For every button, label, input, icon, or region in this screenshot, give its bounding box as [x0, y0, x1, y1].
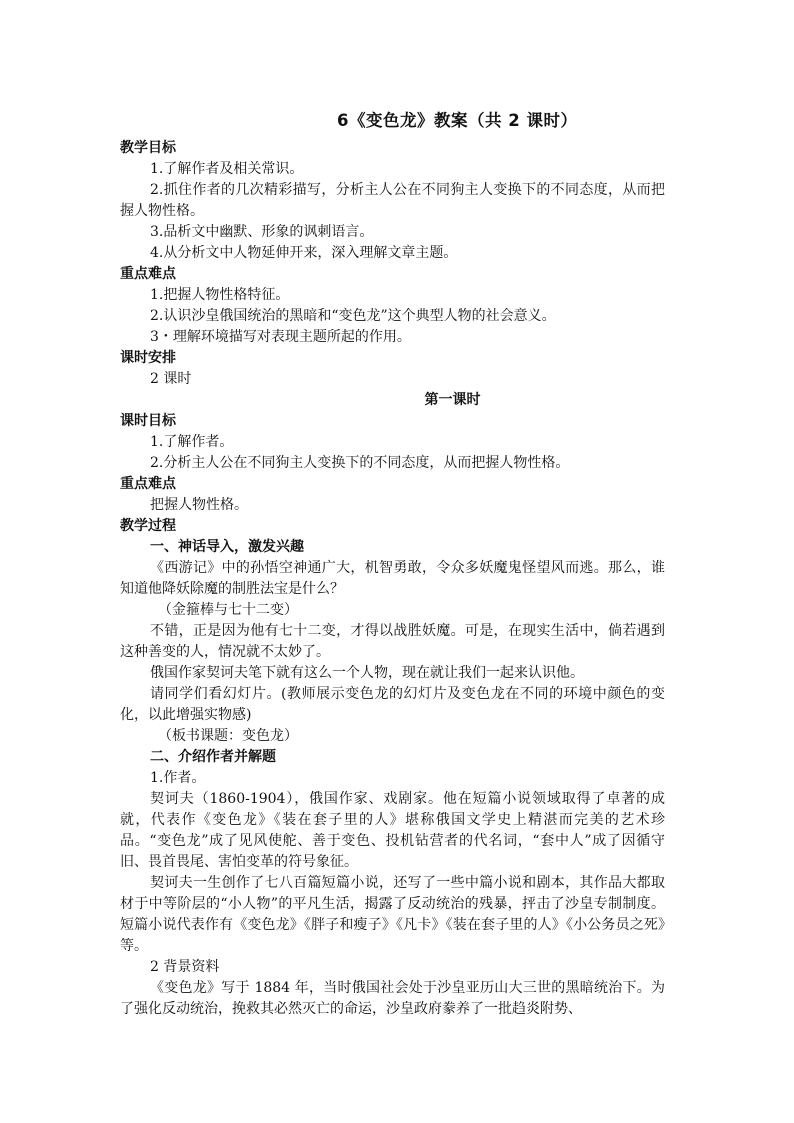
heading-lesson-key: 重点难点 [120, 476, 176, 492]
heading-teaching-goals: 教学目标 [120, 140, 176, 156]
paragraph: 请同学们看幻灯片。(教师展示变色龙的幻灯片及变色龙在不同的环境中颜色的变化，以此增强实物感) [120, 686, 665, 723]
part1-title: 一、神话导入，激发兴趣 [150, 539, 304, 555]
key-point-item: 2.认识沙皇俄国统治的黑暗和“变色龙”这个典型人物的社会意义。 [150, 308, 556, 324]
goal-item: 4.从分析文中人物延伸开来，深入理解文章主题。 [150, 245, 458, 261]
heading-key-points: 重点难点 [120, 266, 176, 282]
heading-schedule: 课时安排 [120, 350, 176, 366]
paragraph: 契诃夫一生创作了七八百篇短篇小说，还写了一些中篇小说和剧本，其作品大都取材于中等阶层的“小人物”的平凡生活，揭露了反动统治的残暴，抨击了沙皇专制制度。短篇小说代表作有《变色龙》《胖子和瘦子》《凡卡》《装在套子里的人》《小公务员之死》等。 [120, 875, 665, 954]
lesson-one-title: 第一课时 [424, 392, 481, 408]
document-body [120, 138, 665, 1020]
paragraph: 《变色龙》写于 1884 年，当时俄国社会处于沙皇亚历山大三世的黑暗统治下。为了强化反动统治，挽救其必然灭亡的命运，沙皇政府豢养了一批趋炎附势、 [120, 980, 665, 1017]
paragraph: （板书课题：变色龙） [158, 728, 298, 744]
paragraph: 不错，正是因为他有七十二变，才得以战胜妖魔。可是，在现实生活中，倘若遇到这种善变的人，情况就不太妙了。 [120, 623, 665, 660]
key-point-item: 3・理解环境描写对表现主题所起的作用。 [150, 329, 411, 345]
paragraph: 俄国作家契诃夫笔下就有这么一个人物，现在就让我们一起来认识他。 [150, 665, 584, 681]
heading-teaching-process: 教学过程 [120, 518, 176, 534]
paragraph: （金箍棒与七十二变） [158, 602, 298, 618]
author-label: 1.作者。 [150, 770, 206, 786]
goal-item: 2.抓住作者的几次精彩描写，分析主人公在不同狗主人变换下的不同态度，从而把握人物性格。 [120, 182, 665, 219]
lesson-key-text: 把握人物性格。 [150, 497, 248, 513]
lesson-goal-item: 1.了解作者。 [150, 434, 234, 450]
heading-lesson-goals: 课时目标 [120, 413, 176, 429]
schedule-text: 2 课时 [150, 371, 192, 387]
key-point-item: 1.把握人物性格特征。 [150, 287, 290, 303]
goal-item: 1.了解作者及相关常识。 [150, 161, 304, 177]
document-title: 6《变色龙》教案（共 2 课时） [337, 111, 578, 130]
paragraph: 契诃夫（1860-1904），俄国作家、戏剧家。他在短篇小说领域取得了卓著的成就，代表作《变色龙》《装在套子里的人》堪称俄国文学史上精湛而完美的艺术珍品。“变色龙”成了见风使舵、善于变色、投机钻营者的代名词，“套中人”成了因循守旧、畏首畏尾、害怕变革的符号象征。 [120, 791, 665, 870]
lesson-goal-item: 2.分析主人公在不同狗主人变换下的不同态度，从而把握人物性格。 [150, 455, 570, 471]
paragraph: 《西游记》中的孙悟空神通广大，机智勇敢，令众多妖魔鬼怪望风而逃。那么，谁知道他降妖除魔的制胜法宝是什么？ [120, 560, 665, 597]
part2-title: 二、介绍作者并解题 [150, 749, 276, 765]
goal-item: 3.品析文中幽默、形象的讽刺语言。 [150, 224, 374, 240]
background-label: 2 背景资料 [150, 959, 220, 975]
